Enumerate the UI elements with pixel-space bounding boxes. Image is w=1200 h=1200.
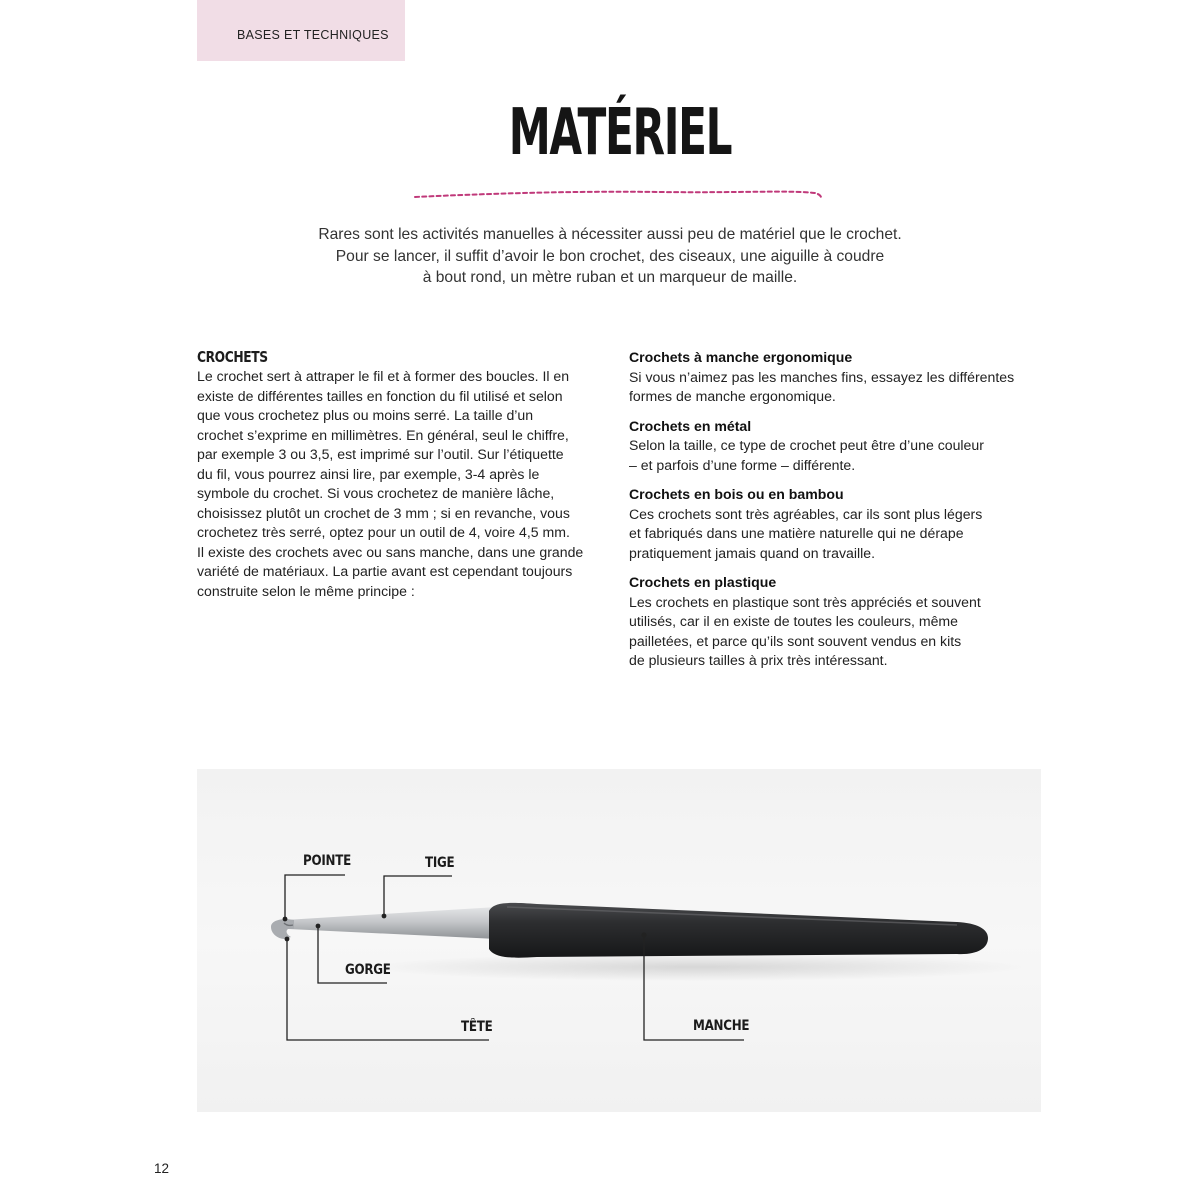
- label-pointe: POINTE: [303, 853, 351, 869]
- text-line: Si vous n’aimez pas les manches fins, essayez les différentes: [629, 368, 1015, 385]
- type-heading: Crochets à manche ergonomique: [629, 349, 853, 365]
- intro-line: à bout rond, un mètre ruban et un marqueur de maille.: [422, 269, 798, 286]
- text-line: de plusieurs tailles à prix très intéressant.: [629, 652, 888, 668]
- intro-line: Pour se lancer, il suffit d’avoir le bon crochet, des ciseaux, une aiguille à coudre: [335, 247, 885, 265]
- text-line: crochetez très serré, optez pour un outil de 4, voire 4,5 mm.: [197, 524, 570, 540]
- manche-dot: [641, 932, 646, 937]
- text-line: du fil, vous pourrez ainsi lire, par exemple, 3-4 après le: [197, 465, 540, 482]
- page-number: 12: [154, 1161, 170, 1176]
- type-heading: Crochets en plastique: [629, 574, 777, 590]
- text-line: Ces crochets sont très agréables, car ils sont plus légers: [629, 505, 983, 522]
- hook-shaft: [285, 907, 497, 939]
- intro-paragraph: [260, 224, 960, 289]
- hook-shadow: [367, 953, 1027, 981]
- section-tab-label: BASES ET TECHNIQUES: [237, 28, 389, 42]
- hook-head: [271, 919, 294, 939]
- intro-line: Rares sont les activités manuelles à nécessiter aussi peu de matériel que le crochet.: [318, 226, 902, 243]
- text-line: existe de différentes tailles en fonction du fil utilisé et selon: [197, 387, 563, 404]
- pointe-leader: [285, 875, 345, 919]
- text-line: Selon la taille, ce type de crochet peut être d’une couleur: [629, 437, 984, 453]
- text-line: symbole du crochet. Si vous crochetez de manière lâche,: [197, 485, 555, 501]
- crochet-hook-diagram: [197, 769, 1041, 1112]
- text-line: Il existe des crochets avec ou sans manche, dans une grande: [197, 543, 584, 560]
- crochet-types: [629, 348, 1059, 681]
- text-line: crochet s’exprime en millimètres. En général, seul le chiffre,: [197, 426, 569, 443]
- type-heading: Crochets en bois ou en bambou: [629, 486, 844, 502]
- text-line: formes de manche ergonomique.: [629, 388, 836, 404]
- type-ergonomic: [629, 348, 1059, 407]
- page-title: MATÉRIEL: [508, 96, 732, 170]
- type-heading: Crochets en métal: [629, 417, 752, 434]
- type-description: [629, 505, 1059, 564]
- dashed-divider: [410, 184, 830, 208]
- crochets-paragraph: [197, 367, 617, 601]
- hook-handle: [489, 903, 988, 958]
- type-description: [629, 436, 1059, 475]
- type-wood-bamboo: [629, 485, 1059, 563]
- type-metal: [629, 417, 1059, 476]
- tete-dot: [285, 937, 290, 942]
- type-description: [629, 593, 1059, 671]
- crochet-hook: [271, 903, 988, 958]
- pointe-dot: [283, 917, 288, 922]
- crochets-section: [197, 348, 617, 601]
- tige-leader: [384, 876, 452, 916]
- label-tige: TIGE: [425, 855, 455, 871]
- text-line: pailletées, et parce qu’ils sont souvent vendus en kits: [629, 632, 962, 649]
- text-line: par exemple 3 ou 3,5, est imprimé sur l’outil. Sur l’étiquette: [197, 446, 564, 462]
- text-line: pratiquement jamais quand on travaille.: [629, 544, 876, 561]
- tete-leader: [287, 939, 489, 1040]
- tige-dot: [382, 914, 387, 919]
- text-line: utilisés, car il en existe de toutes les couleurs, même: [629, 613, 959, 629]
- text-line: que vous crochetez plus ou moins serré. La taille d’un: [197, 407, 534, 423]
- crochets-heading: CROCHETS: [197, 348, 268, 366]
- label-tete: TÊTE: [461, 1019, 493, 1035]
- label-gorge: GORGE: [345, 962, 391, 978]
- text-line: choisissez plutôt un crochet de 3 mm ; si en revanche, vous: [197, 504, 570, 521]
- text-line: Les crochets en plastique sont très appréciés et souvent: [629, 593, 981, 610]
- text-line: construite selon le même principe :: [197, 582, 415, 599]
- text-line: – et parfois d’une forme – différente.: [629, 456, 856, 473]
- type-plastic: [629, 573, 1059, 671]
- gorge-dot: [316, 924, 321, 929]
- text-line: variété de matériaux. La partie avant est cependant toujours: [197, 563, 573, 579]
- section-tab: [197, 0, 405, 61]
- type-description: [629, 368, 1059, 407]
- text-line: et fabriqués dans une matière naturelle qui ne dérape: [629, 525, 964, 541]
- crochet-hook-photo: [197, 769, 1041, 1112]
- text-line: Le crochet sert à attraper le fil et à former des boucles. Il en: [197, 368, 570, 384]
- label-manche: MANCHE: [693, 1018, 750, 1034]
